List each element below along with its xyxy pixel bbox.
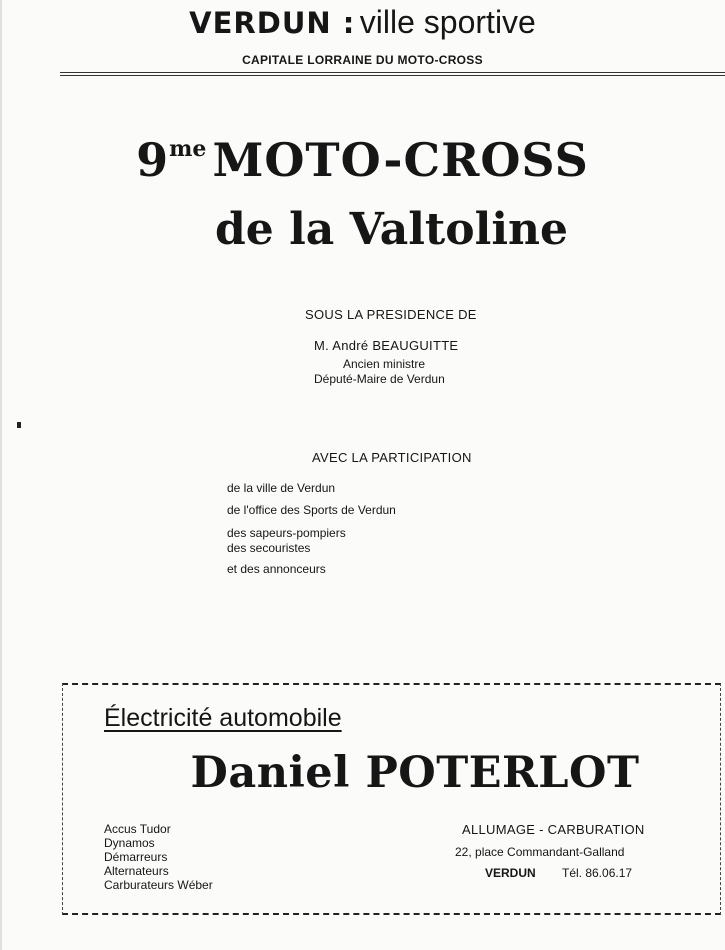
president-role-2: Député-Maire de Verdun xyxy=(314,372,445,386)
header-title xyxy=(0,4,725,41)
ad-product-item: Démarreurs xyxy=(104,850,168,864)
participation-heading: AVEC LA PARTICIPATION xyxy=(312,450,472,465)
ad-phone: Tél. 86.06.17 xyxy=(562,866,633,880)
participation-item: des secouristes xyxy=(227,541,311,555)
ad-product-item: Alternateurs xyxy=(104,864,169,878)
presidence-heading: SOUS LA PRESIDENCE DE xyxy=(305,307,477,322)
president-role-1: Ancien ministre xyxy=(343,357,426,371)
ad-product-item: Dynamos xyxy=(104,836,155,850)
ad-product-item: Accus Tudor xyxy=(104,822,171,836)
header-title-bold: VERDUN : xyxy=(189,6,356,40)
header-rule-top xyxy=(60,72,725,73)
president-name: M. André BEAUGUITTE xyxy=(314,338,459,353)
header-subtitle: CAPITALE LORRAINE DU MOTO-CROSS xyxy=(242,53,483,67)
event-ordinal-suffix: me xyxy=(169,136,207,162)
header-title-light: ville sportive xyxy=(359,4,536,40)
ad-product-item: Carburateurs Wéber xyxy=(104,878,213,892)
participation-item: et des annonceurs xyxy=(227,562,326,576)
event-ordinal-number: 9 xyxy=(136,133,170,187)
event-name-line1: MOTO-CROSS xyxy=(212,133,589,187)
page-edge-mark xyxy=(17,422,21,428)
ad-company-name: Daniel POTERLOT xyxy=(190,748,640,798)
participation-item: de l'office des Sports de Verdun xyxy=(227,503,396,517)
ad-address: 22, place Commandant-Galland xyxy=(455,845,625,859)
header-rule-bottom xyxy=(60,75,725,76)
ad-city: VERDUN xyxy=(485,866,536,880)
participation-item: des sapeurs-pompiers xyxy=(227,526,346,540)
event-title-line1 xyxy=(0,133,725,187)
event-title-line2: de la Valtoline xyxy=(214,204,569,255)
participation-item: de la ville de Verdun xyxy=(227,481,336,495)
event-ordinal xyxy=(136,133,212,187)
ad-service: ALLUMAGE - CARBURATION xyxy=(462,822,645,837)
ad-heading: Électricité automobile xyxy=(104,704,342,732)
